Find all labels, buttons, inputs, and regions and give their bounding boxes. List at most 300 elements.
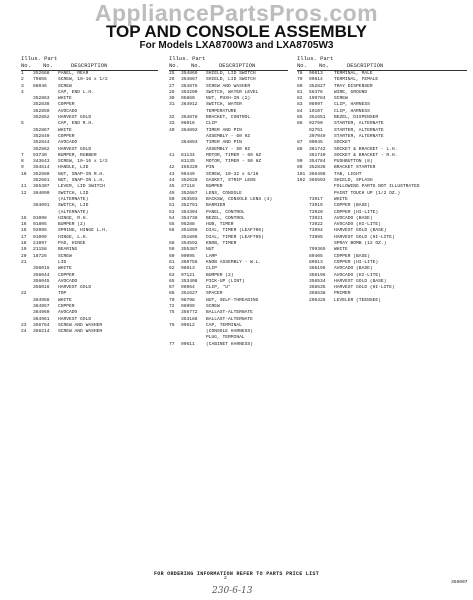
part-no: 356764 (33, 322, 50, 328)
header-illus-part: Illus. Part (21, 55, 58, 62)
part-no: 352628 (181, 178, 198, 184)
part-description: NUT, SELF-THREADING (206, 297, 259, 303)
part-description: COPPER (58, 102, 75, 108)
part-no: 91098 (33, 215, 47, 221)
part-description: SOCKET & BRACKET - L.H. (334, 146, 398, 152)
part-no: 354867 (181, 77, 198, 83)
part-description: WHITE (334, 247, 348, 253)
part-description: TIMER AND PIN (206, 127, 242, 133)
part-description: AVOCADO (BASE) (334, 215, 373, 221)
part-description: SCREW AND WASHER (206, 83, 251, 89)
part-no: 354592 (181, 241, 198, 247)
part-description: BALLAST-ALTERNATE (206, 316, 253, 322)
part-description: HUB, TIMER (206, 222, 234, 228)
part-description: AVOCADO (58, 310, 78, 316)
part-no: 364892 (181, 127, 198, 133)
header-illus-part: Illus. Part (297, 55, 334, 62)
part-description: HINGE, R.H. (58, 215, 89, 221)
illus-no: 32 (169, 115, 175, 121)
part-row (21, 329, 158, 335)
illus-no: 58 (169, 241, 175, 247)
part-description: HARVEST GOLD (BASE) (334, 278, 387, 284)
part-description: SCREW, 10-16 x 1/2 (58, 159, 108, 165)
part-description: SCREW AND WASHER (58, 322, 103, 328)
illus-no: 10 (21, 171, 27, 177)
part-no: 354784 (309, 159, 326, 165)
illus-no: 3 (21, 83, 24, 89)
part-description: CAP, END R.H. (58, 121, 94, 127)
part-description: AVOCADO (58, 108, 78, 114)
column-header (297, 56, 467, 71)
illus-no: 45 (169, 184, 175, 190)
part-no: 352850 (33, 108, 50, 114)
part-no: 364091 (33, 203, 50, 209)
part-no: 307049 (309, 133, 326, 139)
illus-no: 102 (297, 178, 306, 184)
part-no: 91099 (33, 234, 47, 240)
part-description: BACKSW, CONSOLE LENS (4) (206, 196, 273, 202)
illus-no: 78 (297, 71, 303, 76)
part-description: LAMP (206, 253, 218, 259)
part-description: (CONSOLE HARNESS) (206, 329, 253, 335)
part-no: 92750 (309, 121, 323, 127)
illus-no: 61 (169, 259, 175, 265)
part-description: LEVER, LID SWITCH (58, 184, 105, 190)
part-no: 356044 (33, 272, 50, 278)
part-description: PLUG, TERMINAL (206, 335, 245, 341)
part-no: 73922 (309, 222, 323, 228)
part-description: SWITCH, WATER (206, 102, 242, 108)
header-description: DESCRIPTION (71, 62, 108, 69)
illus-no: 40 (169, 127, 175, 133)
parts-list (169, 71, 288, 348)
illus-no (297, 298, 309, 304)
part-no: 354738 (181, 215, 198, 221)
part-no: 352791 (181, 203, 198, 209)
part-description: KNOB, TIMER (206, 241, 237, 247)
part-no: 73920 (309, 209, 323, 215)
illus-no: 30 (169, 96, 175, 102)
part-description: PIN (206, 165, 215, 171)
part-description: SPACER (206, 291, 223, 297)
part-description: BARRIER (206, 203, 226, 209)
part-description: WHITE (334, 196, 348, 202)
part-no: 354875 (181, 83, 198, 89)
part-description: BRACKET STARTER (334, 165, 376, 171)
part-description: BEARING (58, 247, 78, 253)
part-no: 199784 (309, 96, 326, 102)
illus-no: 75 (169, 310, 175, 316)
illus-no: 8 (21, 159, 24, 165)
part-no: 356535 (309, 285, 326, 291)
illus-no: 67 (169, 285, 175, 291)
part-no: 364956 (33, 297, 50, 303)
part-description: (CABINET HARNESS) (206, 341, 253, 347)
part-description: SCREW (58, 83, 72, 89)
illus-no: 26 (169, 77, 175, 83)
part-description: HANDLE, LID (58, 165, 89, 171)
part-description: COPPER (HI-LITE) (334, 259, 379, 265)
illus-no: 17 (21, 234, 27, 240)
illus-no: 72 (169, 303, 175, 309)
part-no: 88046 (33, 83, 47, 89)
header-description: DESCRIPTION (347, 62, 384, 69)
part-description: SHIELD, LID SWITCH (206, 77, 256, 83)
part-row (169, 342, 288, 348)
part-description: BUMPER (2) (206, 272, 234, 278)
part-description: ASSEMBLY - 50 HZ (206, 146, 251, 152)
part-no: 352862 (33, 146, 50, 152)
part-description: (ALTERNATE) (58, 209, 89, 215)
illus-no: 86 (297, 121, 303, 127)
part-description: PANEL, REAR (58, 71, 89, 76)
part-no: 89405 (309, 253, 323, 259)
part-no: 99611 (181, 341, 195, 347)
part-no: 356196 (309, 272, 326, 278)
part-no: 356538 (309, 291, 326, 297)
part-description: COPPER (HI-LITE) (334, 209, 379, 215)
header-no: No. (21, 62, 31, 69)
part-no: 356772 (181, 310, 198, 316)
page-subtitle: For Models LXA8700W3 and LXA8705W3 (139, 40, 334, 51)
part-description: SCREW, 10-16 x 1/2 (58, 77, 108, 83)
parts-column-1 (21, 56, 158, 335)
illus-no: 82 (297, 96, 303, 102)
part-no: 98999 (181, 303, 195, 309)
part-no: 364960 (33, 310, 50, 316)
part-no: 354878 (181, 115, 198, 121)
part-description: NUT, SNAP-IN L.H. (58, 178, 105, 184)
part-description: BEZEL, DISPENSER (334, 115, 379, 121)
part-no: 364090 (33, 190, 50, 196)
part-description: PAINT TOUCH UP (1/2 OZ.) (334, 190, 401, 196)
part-no: 206425 (309, 297, 326, 303)
part-no: 73919 (309, 203, 323, 209)
illus-no: 76 (169, 322, 175, 328)
header-no-2: No. (319, 62, 329, 69)
part-no: 99095 (181, 253, 195, 259)
part-description: TAB, LIGHT (334, 171, 362, 177)
part-no: 37118 (181, 184, 195, 190)
part-description: LEVELER (TEENSEE) (334, 297, 381, 303)
part-description: COPPER (58, 303, 75, 309)
part-no: 356214 (33, 329, 50, 335)
part-description: (ALTERNATE) (58, 196, 89, 202)
part-no: 19107 (309, 108, 323, 114)
part-no: 354514 (33, 165, 50, 171)
part-no: 21158 (33, 247, 47, 253)
illus-no: 65 (169, 278, 175, 284)
part-description: AVOCADO (58, 140, 78, 146)
part-description: SCREW (334, 96, 348, 102)
part-no: 355307 (33, 184, 50, 190)
part-description: WHITE (58, 297, 72, 303)
illus-no: 28 (169, 89, 175, 95)
part-no: 799365 (309, 247, 326, 253)
illus-no: 83 (297, 102, 303, 108)
part-description: STARTER, ALTERNATE (334, 133, 384, 139)
part-no: 89613 (309, 259, 323, 265)
part-description: SCREW (206, 303, 220, 309)
part-no: 96016 (181, 121, 195, 127)
part-no: 352827 (309, 83, 326, 89)
part-description: PANEL, CONTROL (206, 209, 245, 215)
illus-no: 55 (169, 222, 175, 228)
part-description: BUMPER (2) (58, 222, 86, 228)
header-illus-part: Illus. Part (169, 55, 206, 62)
part-no: 352863 (33, 96, 50, 102)
part-description: PICK-UP (LINT) (206, 278, 245, 284)
part-description: ASSEMBLY - 60 HZ (206, 133, 251, 139)
part-description: AVOCADO (58, 278, 78, 284)
part-description: PRIMER (334, 291, 351, 297)
illus-no: 27 (169, 83, 175, 89)
part-no: 351651 (309, 115, 326, 121)
part-no: 96064 (181, 285, 195, 291)
part-no: 90045 (309, 140, 323, 146)
part-description: CLIP, HARNESS (334, 108, 370, 114)
illus-no: 87 (297, 140, 303, 146)
part-no: 465320 (181, 165, 198, 171)
illus-no: 44 (169, 178, 175, 184)
illus-no: 42 (169, 165, 175, 171)
illus-no: 4 (21, 89, 24, 95)
part-row (297, 298, 467, 304)
part-no: 364961 (33, 316, 50, 322)
illus-no: 70 (169, 297, 175, 303)
part-description: TERMINAL, MALE (334, 71, 373, 76)
part-description: NUT, PUSH-IN (2) (206, 96, 251, 102)
part-no: 93730 (33, 152, 47, 158)
illus-no: 11 (21, 184, 27, 190)
illus-no: 63 (169, 272, 175, 278)
part-no: 99612 (181, 322, 195, 328)
illus-no: 50 (169, 196, 175, 202)
part-no: 79855 (33, 77, 47, 83)
illus-no: 9 (21, 165, 24, 171)
part-description: WHITE (58, 96, 72, 102)
part-no: 73995 (309, 234, 323, 240)
part-description: NUT (206, 247, 215, 253)
part-no: 356195 (309, 266, 326, 272)
part-no: 356015 (33, 266, 50, 272)
part-no: 356016 (33, 285, 50, 291)
illus-no: 62 (169, 266, 175, 272)
illus-no: 56 (169, 228, 175, 234)
part-no: 97121 (181, 272, 195, 278)
parts-list (21, 71, 158, 335)
part-description: MOTOR, TIMER - 60 HZ (206, 152, 262, 158)
part-description: TERMINAL, FEMALE (334, 77, 379, 83)
part-no: 351895 (181, 228, 198, 234)
column-header (169, 56, 288, 71)
part-description: PUSHBUTTON (8) (334, 159, 373, 165)
part-description: SCREW (58, 253, 72, 259)
handwritten-note: 230-6-13 (212, 586, 253, 596)
document-code: 356007 (451, 580, 468, 585)
part-description: SPRAY BOMB (12 OZ.) (334, 241, 387, 247)
illus-no: 41 (169, 152, 175, 158)
part-description: MOTOR, TIMER - 50 HZ (206, 159, 262, 165)
illus-no: 101 (297, 171, 306, 177)
part-no: 351627 (181, 291, 198, 297)
part-description: COPPER (BASE) (334, 203, 370, 209)
part-description: SOCKET & BRACKET - R.H. (334, 152, 398, 158)
part-description: CAP, TERMINAL (206, 322, 242, 328)
illus-no: 31 (169, 102, 175, 108)
illus-no: 90 (297, 159, 303, 165)
part-description: PAD, HINGE (58, 241, 86, 247)
part-no: 354869 (181, 71, 198, 76)
part-description: HARVEST GOLD (HI-LITE) (334, 234, 395, 240)
part-description: SOCKET (334, 140, 351, 146)
part-description: HARVEST GOLD (HI-LITE) (334, 285, 395, 291)
parts-column-3 (297, 56, 467, 304)
part-description: TOP (58, 291, 67, 297)
illus-no: 85 (297, 115, 303, 121)
part-no: 92751 (309, 127, 323, 133)
part-description: SHIELD, SPLASH (334, 178, 373, 184)
part-no: 361740 (309, 152, 326, 158)
illus-no: 88 (297, 146, 303, 152)
part-description: CLIP, "U" (206, 285, 231, 291)
part-description: COPPER (58, 133, 75, 139)
part-description: SWITCH, WATER LEVEL (206, 89, 259, 95)
illus-no: 84 (297, 108, 303, 114)
part-description: HARVEST GOLD (58, 115, 92, 121)
part-no: 73921 (309, 215, 323, 221)
header-description: DESCRIPTION (219, 62, 256, 69)
illus-no: 43 (169, 171, 175, 177)
part-description: WHITE (58, 266, 72, 272)
part-description: COPPER (BASE) (334, 253, 370, 259)
part-no: 98798 (181, 297, 195, 303)
part-description: GASKET, STRIP LENS (206, 178, 256, 184)
part-description: STARTER, ALTERNATE (334, 127, 384, 133)
part-description: WIRE, GROUND (334, 89, 368, 95)
illus-no: 80 (297, 83, 303, 89)
illus-no: 51 (169, 203, 175, 209)
part-no: 356045 (33, 278, 50, 284)
illus-no: 79 (297, 77, 303, 83)
illus-no: 54 (169, 215, 175, 221)
part-no: 353188 (181, 316, 198, 322)
part-no: 365498 (309, 171, 326, 177)
part-no: 95860 (181, 96, 195, 102)
part-description: TRAY DISPENSER (334, 83, 373, 89)
watermark: AppliancePartsPros.com (94, 0, 379, 26)
page-title: TOP AND CONSOLE ASSEMBLY (105, 22, 368, 41)
part-no: 99449 (181, 171, 195, 177)
part-description: CLIP (206, 266, 218, 272)
parts-list (297, 71, 467, 304)
illus-no: 18 (21, 241, 27, 247)
part-description: SCREW, 10-32 x 5/16 (206, 171, 259, 177)
illus-no: 49 (169, 190, 175, 196)
part-no: 73917 (309, 196, 323, 202)
part-no: 352852 (33, 115, 50, 121)
page-number: 2 (224, 576, 227, 581)
illus-no: 2 (21, 77, 24, 83)
illus-no: 33 (169, 121, 175, 127)
part-no: 21097 (33, 241, 47, 247)
part-no: 81135 (181, 159, 195, 165)
part-description: TIMER AND PIN (206, 140, 242, 146)
part-no: 351896 (181, 234, 198, 240)
part-no: 352668 (33, 71, 50, 76)
part-no: 364957 (33, 303, 50, 309)
part-description: SCREW AND WASHER (58, 329, 103, 335)
part-description: SHIELD, LID SWITCH (206, 71, 256, 76)
part-no: 365593 (309, 178, 326, 184)
illus-no: 59 (169, 247, 175, 253)
column-header (21, 56, 158, 71)
part-no: 353408 (181, 278, 198, 284)
part-no: 352867 (33, 127, 50, 133)
part-description: CLIP, HARNESS (334, 102, 370, 108)
part-description: AVOCADO (HI-LITE) (334, 272, 381, 278)
illus-no: 81 (297, 89, 303, 95)
part-no: 364893 (181, 140, 198, 146)
part-no: 352667 (181, 190, 198, 196)
part-description: BUMPER (206, 184, 223, 190)
part-description: AVOCADO (BASE) (334, 266, 373, 272)
part-description: SWITCH, LID (58, 190, 89, 196)
illus-no: 24 (21, 329, 27, 335)
part-no: 352680 (33, 171, 50, 177)
part-description: HARVEST GOLD (BASE) (334, 228, 387, 234)
illus-no: 60 (169, 253, 175, 259)
part-description: WHITE (58, 127, 72, 133)
illus-no: 7 (21, 152, 24, 158)
part-no: 354304 (181, 209, 198, 215)
illus-no: 77 (169, 341, 175, 347)
part-no: 361742 (309, 146, 326, 152)
part-description: BALLAST-ALTERNATE (206, 310, 253, 316)
part-description: AVOCADO (HI-LITE) (334, 222, 381, 228)
part-description: BEZEL, CONTROL (206, 215, 245, 221)
ordering-footer: FOR ORDERING INFORMATION REFER TO PARTS PRICE LIST (153, 571, 320, 577)
illus-no: 23 (21, 322, 27, 328)
part-description: SPRING, HINGE L.H. (58, 228, 108, 234)
part-no: 352844 (33, 140, 50, 146)
part-no: 352838 (33, 102, 50, 108)
part-no: 353200 (181, 89, 198, 95)
part-no: 360755 (181, 259, 198, 265)
part-description: CAP, END L.H. (58, 89, 94, 95)
part-no: 363503 (181, 196, 198, 202)
part-no: 99613 (309, 71, 323, 76)
header-no: No. (297, 62, 307, 69)
part-description: KNOB ASSEMBLY - W.L. (206, 259, 262, 265)
part-no: 343643 (33, 159, 50, 165)
illus-no: 21 (21, 259, 27, 265)
part-no: 95288 (181, 222, 195, 228)
part-no: 99614 (309, 77, 323, 83)
part-no: 364912 (181, 102, 198, 108)
header-no-2: No. (43, 62, 53, 69)
part-no: 352836 (309, 165, 326, 171)
part-no: 98997 (309, 102, 323, 108)
part-description: HARVEST GOLD (58, 146, 92, 152)
illus-no: 20 (21, 253, 27, 259)
illus-no: 16 (21, 222, 27, 228)
parts-column-2 (169, 56, 288, 348)
illus-no: 12 (21, 190, 27, 196)
part-description: LID (58, 259, 67, 265)
part-description: STARTER, ALTERNATE (334, 121, 384, 127)
illus-no: 25 (169, 71, 175, 76)
